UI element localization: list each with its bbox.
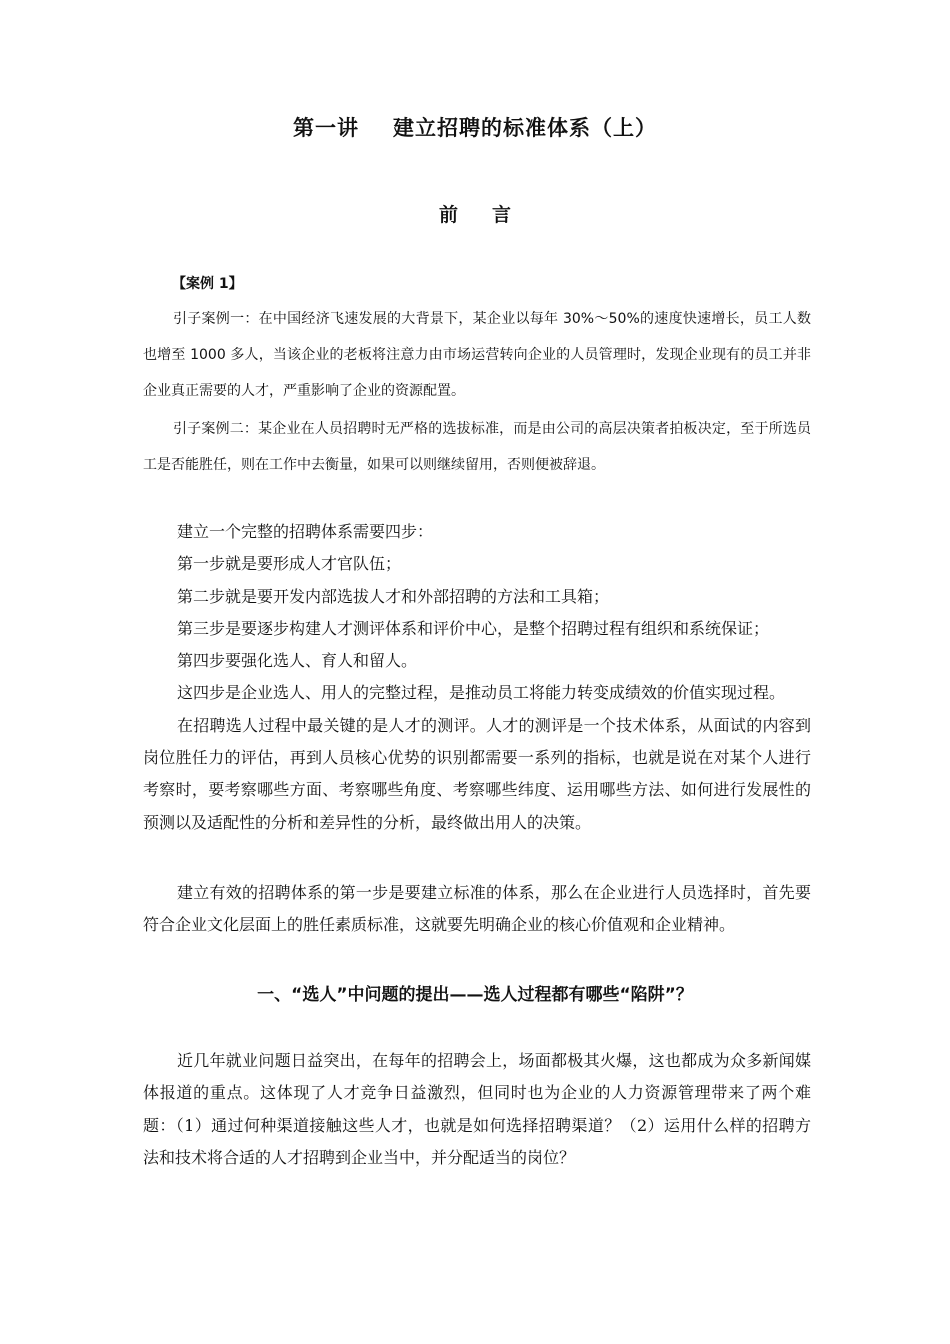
section-1-paragraph: 近几年就业问题日益突出，在每年的招聘会上，场面都极其火爆，这也都成为众多新闻媒体报道的重点。这体现了人才竞争日益激烈，但同时也为企业的人力资源管理带来了两个难题：（1）通过何种渠道接触这些人才，也就是如何选择招聘渠道？（2）运用什么样的招聘方法和技术将合适的人才招聘到企业当中，并分配适当的岗位？ <box>143 1051 811 1167</box>
lecture-number: 第一讲 <box>293 116 359 140</box>
step-2: 第二步就是要开发内部选拔人才和外部招聘的方法和工具箱； <box>177 586 610 606</box>
step-1: 第一步就是要形成人才官队伍； <box>177 554 402 574</box>
preface-char-1: 前 <box>438 204 458 226</box>
preface-char-2: 言 <box>492 204 512 226</box>
standard-paragraph: 建立有效的招聘体系的第一步是要建立标准的体系，那么在企业进行人员选择时，首先要符合企业文化层面上的胜任素质标准，这就要先明确企业的核心价值观和企业精神。 <box>143 883 811 935</box>
step-4: 第四步要强化选人、育人和留人。 <box>177 651 418 671</box>
standard-section <box>143 877 811 942</box>
lecture-topic: 建立招聘的标准体系（上） <box>393 116 657 140</box>
lecture-title <box>0 112 950 142</box>
step-3: 第三步是要逐步构建人才测评体系和评价中心，是整个招聘过程有组织和系统保证； <box>177 618 770 638</box>
section-1-body <box>143 1045 811 1174</box>
case-paragraph-2: 引子案例二：某企业在人员招聘时无严格的选拔标准，而是由公司的高层决策者拍板决定，至于所选员工是否能胜任，则在工作中去衡量，如果可以则继续留用，否则便被辞退。 <box>143 421 811 473</box>
steps-summary: 这四步是企业选人、用人的完整过程，是推动员工将能力转变成绩效的价值实现过程。 <box>177 683 786 703</box>
steps-intro: 建立一个完整的招聘体系需要四步： <box>177 522 434 541</box>
section-1-heading: 一、“选人”中问题的提出——选人过程都有哪些“陷阱”？ <box>257 985 693 1005</box>
preface-heading <box>0 200 950 227</box>
case-paragraph-1: 引子案例一：在中国经济飞速发展的大背景下，某企业以每年 30%～50%的速度快速增长，员工人数也增至 1000 多人，当该企业的老板将注意力由市场运营转向企业的人员管理时，发现企业现有的员工并非企业真正需要的人才，严重影响了企业的资源配置。 <box>143 311 811 399</box>
steps-section <box>143 516 811 839</box>
evaluation-paragraph: 在招聘选人过程中最关键的是人才的测评。人才的测评是一个技术体系，从面试的内容到岗位胜任力的评估，再到人员核心优势的识别都需要一系列的指标，也就是说在对某个人进行考察时，要考察哪些方面、考察哪些角度、考察哪些纬度、运用哪些方法、如何进行发展性的预测以及适配性的分析和差异性的分析，最终做出用人的决策。 <box>143 715 811 832</box>
case-label: 【案例 1】 <box>172 276 243 292</box>
